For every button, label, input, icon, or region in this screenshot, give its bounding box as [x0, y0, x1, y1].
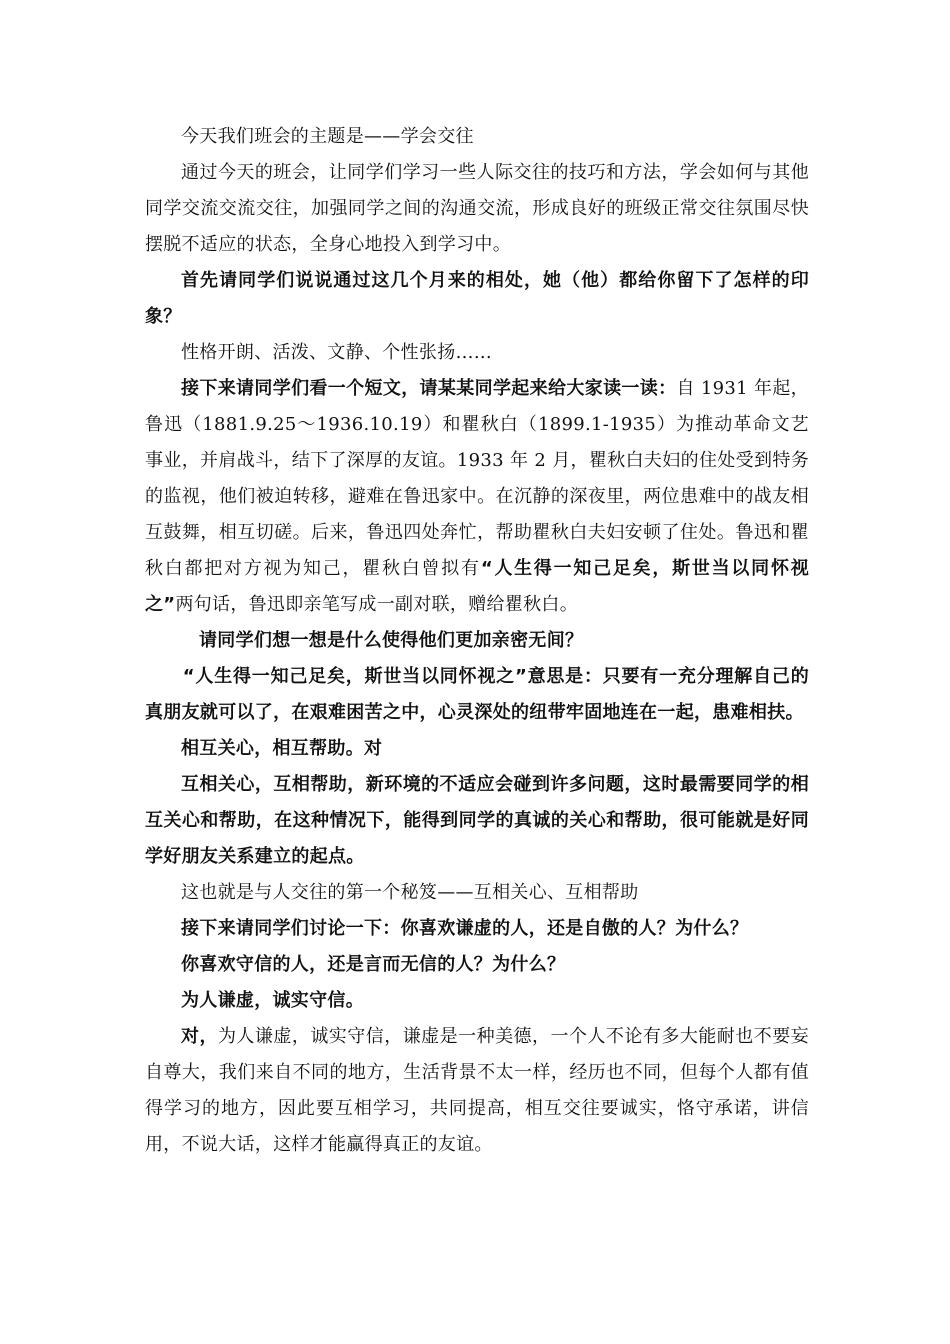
- modesty-paragraph: [145, 1019, 809, 1163]
- impression-answers: 性格开朗、活泼、文静、个性张扬……: [181, 342, 493, 363]
- first-secret: 这也就是与人交往的第一个秘笈——互相关心、互相帮助: [181, 882, 639, 903]
- modesty-lead: 对，: [181, 1026, 218, 1047]
- care-paragraph: 互相关心，互相帮助，新环境的不适应会碰到许多问题，这时最需要同学的相互关心和帮助，在这种情况下，能得到同学的真诚的关心和帮助，很可能就是好同学好朋友关系建立的起点。: [145, 774, 809, 867]
- question-modesty: 接下来请同学们讨论一下：你喜欢谦虚的人，还是自傲的人？为什么？: [181, 918, 749, 939]
- quote-explanation: “人生得一知己足矣，斯世当以同怀视之”意思是：只要有一充分理解自己的真朋友就可以了，在艰难困苦之中，心灵深处的纽带牢固地连在一起，患难相扶。: [145, 666, 809, 723]
- story-paragraph: [145, 371, 809, 623]
- document-body: [145, 119, 809, 1163]
- question-trust: 你喜欢守信的人，还是言而无信的人？为什么？: [181, 954, 566, 975]
- intro-paragraph: 通过今天的班会，让同学们学习一些人际交往的技巧和方法，学会如何与其他同学交流交流交往，加强同学之间的沟通交流，形成良好的班级正常交往氛围尽快摆脱不适应的状态，全身心地投入到学习中。: [145, 162, 809, 255]
- story-intro: 接下来请同学们看一个短文，请某某同学起来给大家读一读：: [181, 378, 677, 399]
- answer-care: 相互关心，相互帮助。对: [181, 738, 383, 759]
- question-closeness: 请同学们想一想是什么使得他们更加亲密无间？: [199, 630, 584, 651]
- question-impression: 首先请同学们说说通过这几个月来的相处，她（他）都给你留下了怎样的印象？: [145, 270, 809, 327]
- story-text-b: 两句话，鲁迅即亲笔写成一副对联，赠给瞿秋白。: [175, 594, 579, 615]
- modesty-text: 为人谦虚，诚实守信，谦虚是一种美德，一个人不论有多大能耐也不要妄自尊大，我们来自不同的地方，生活背景不太一样，经历也不同，但每个人都有值得学习的地方，因此要互相学习，共同提高，相互交往要诚实，恪守承诺，讲信用，不说大话，这样才能赢得真正的友谊。: [145, 1026, 809, 1155]
- theme-line: 今天我们班会的主题是——学会交往: [181, 126, 474, 147]
- answer-modesty: 为人谦虚，诚实守信。: [181, 990, 364, 1011]
- story-quote: “人生得一知己足矣，斯世当以同怀视之”: [145, 558, 809, 615]
- story-text-a: 自 1931 年起，鲁迅（1881.9.25～1936.10.19）和瞿秋白（1899.1-1935）为推动革命文艺事业，并肩战斗，结下了深厚的友谊。1933 年 2 月，瞿秋白夫妇的住处受到特务的监视，他们被迫转移，避难在鲁迅家中。在沉静的深夜里，两位患难中的战友相互鼓舞，相互切磋。后来，鲁迅四处奔忙，帮助瞿秋白夫妇安顿了住处。鲁迅和瞿秋白都把对方视为知己，瞿秋白曾拟有: [145, 378, 809, 579]
